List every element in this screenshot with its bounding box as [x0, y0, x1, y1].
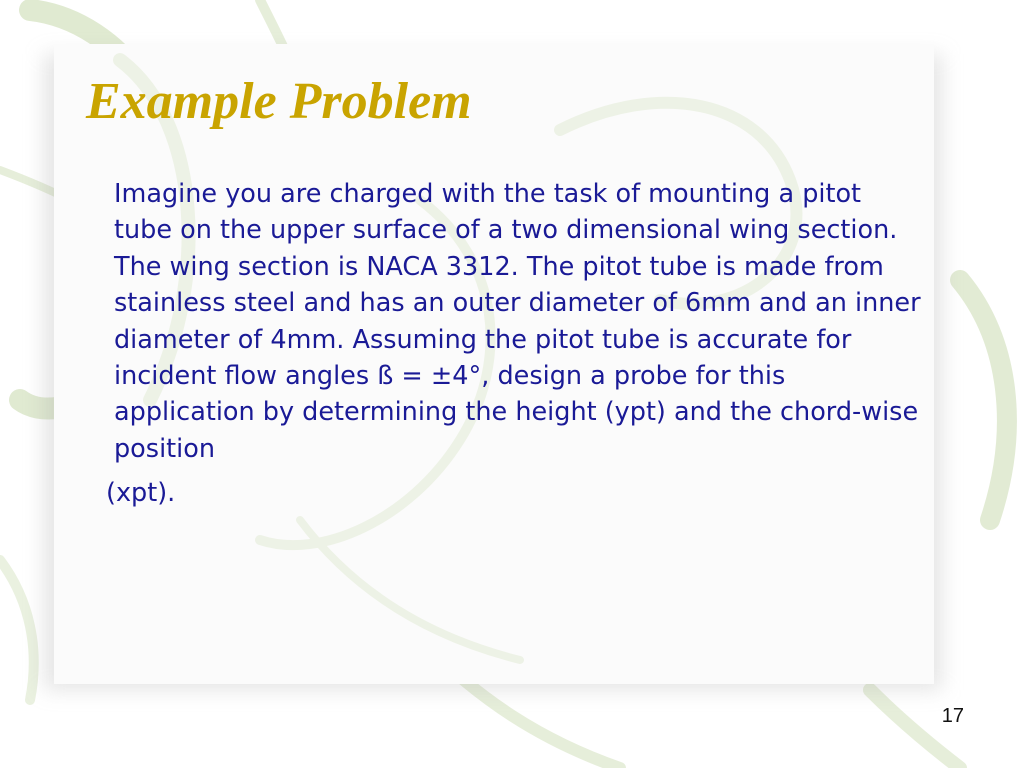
problem-body-tail: (xpt). [106, 478, 176, 509]
page-number: 17 [941, 705, 964, 727]
slide-title: Example Problem [86, 73, 472, 130]
problem-statement [106, 176, 922, 512]
problem-body: Imagine you are charged with the task of mounting a pitot tube on the upper surface of a two dimensional wing section. The wing section is NACA 3312. The pitot tube is made from stainless steel and has an outer diameter of 6mm and an inner diameter of 4mm. Assuming the pitot tube is accurate for incident flow angles ß = ±4°, design a probe for this application by determining the height (ypt) and the chord-wise position [114, 179, 921, 464]
